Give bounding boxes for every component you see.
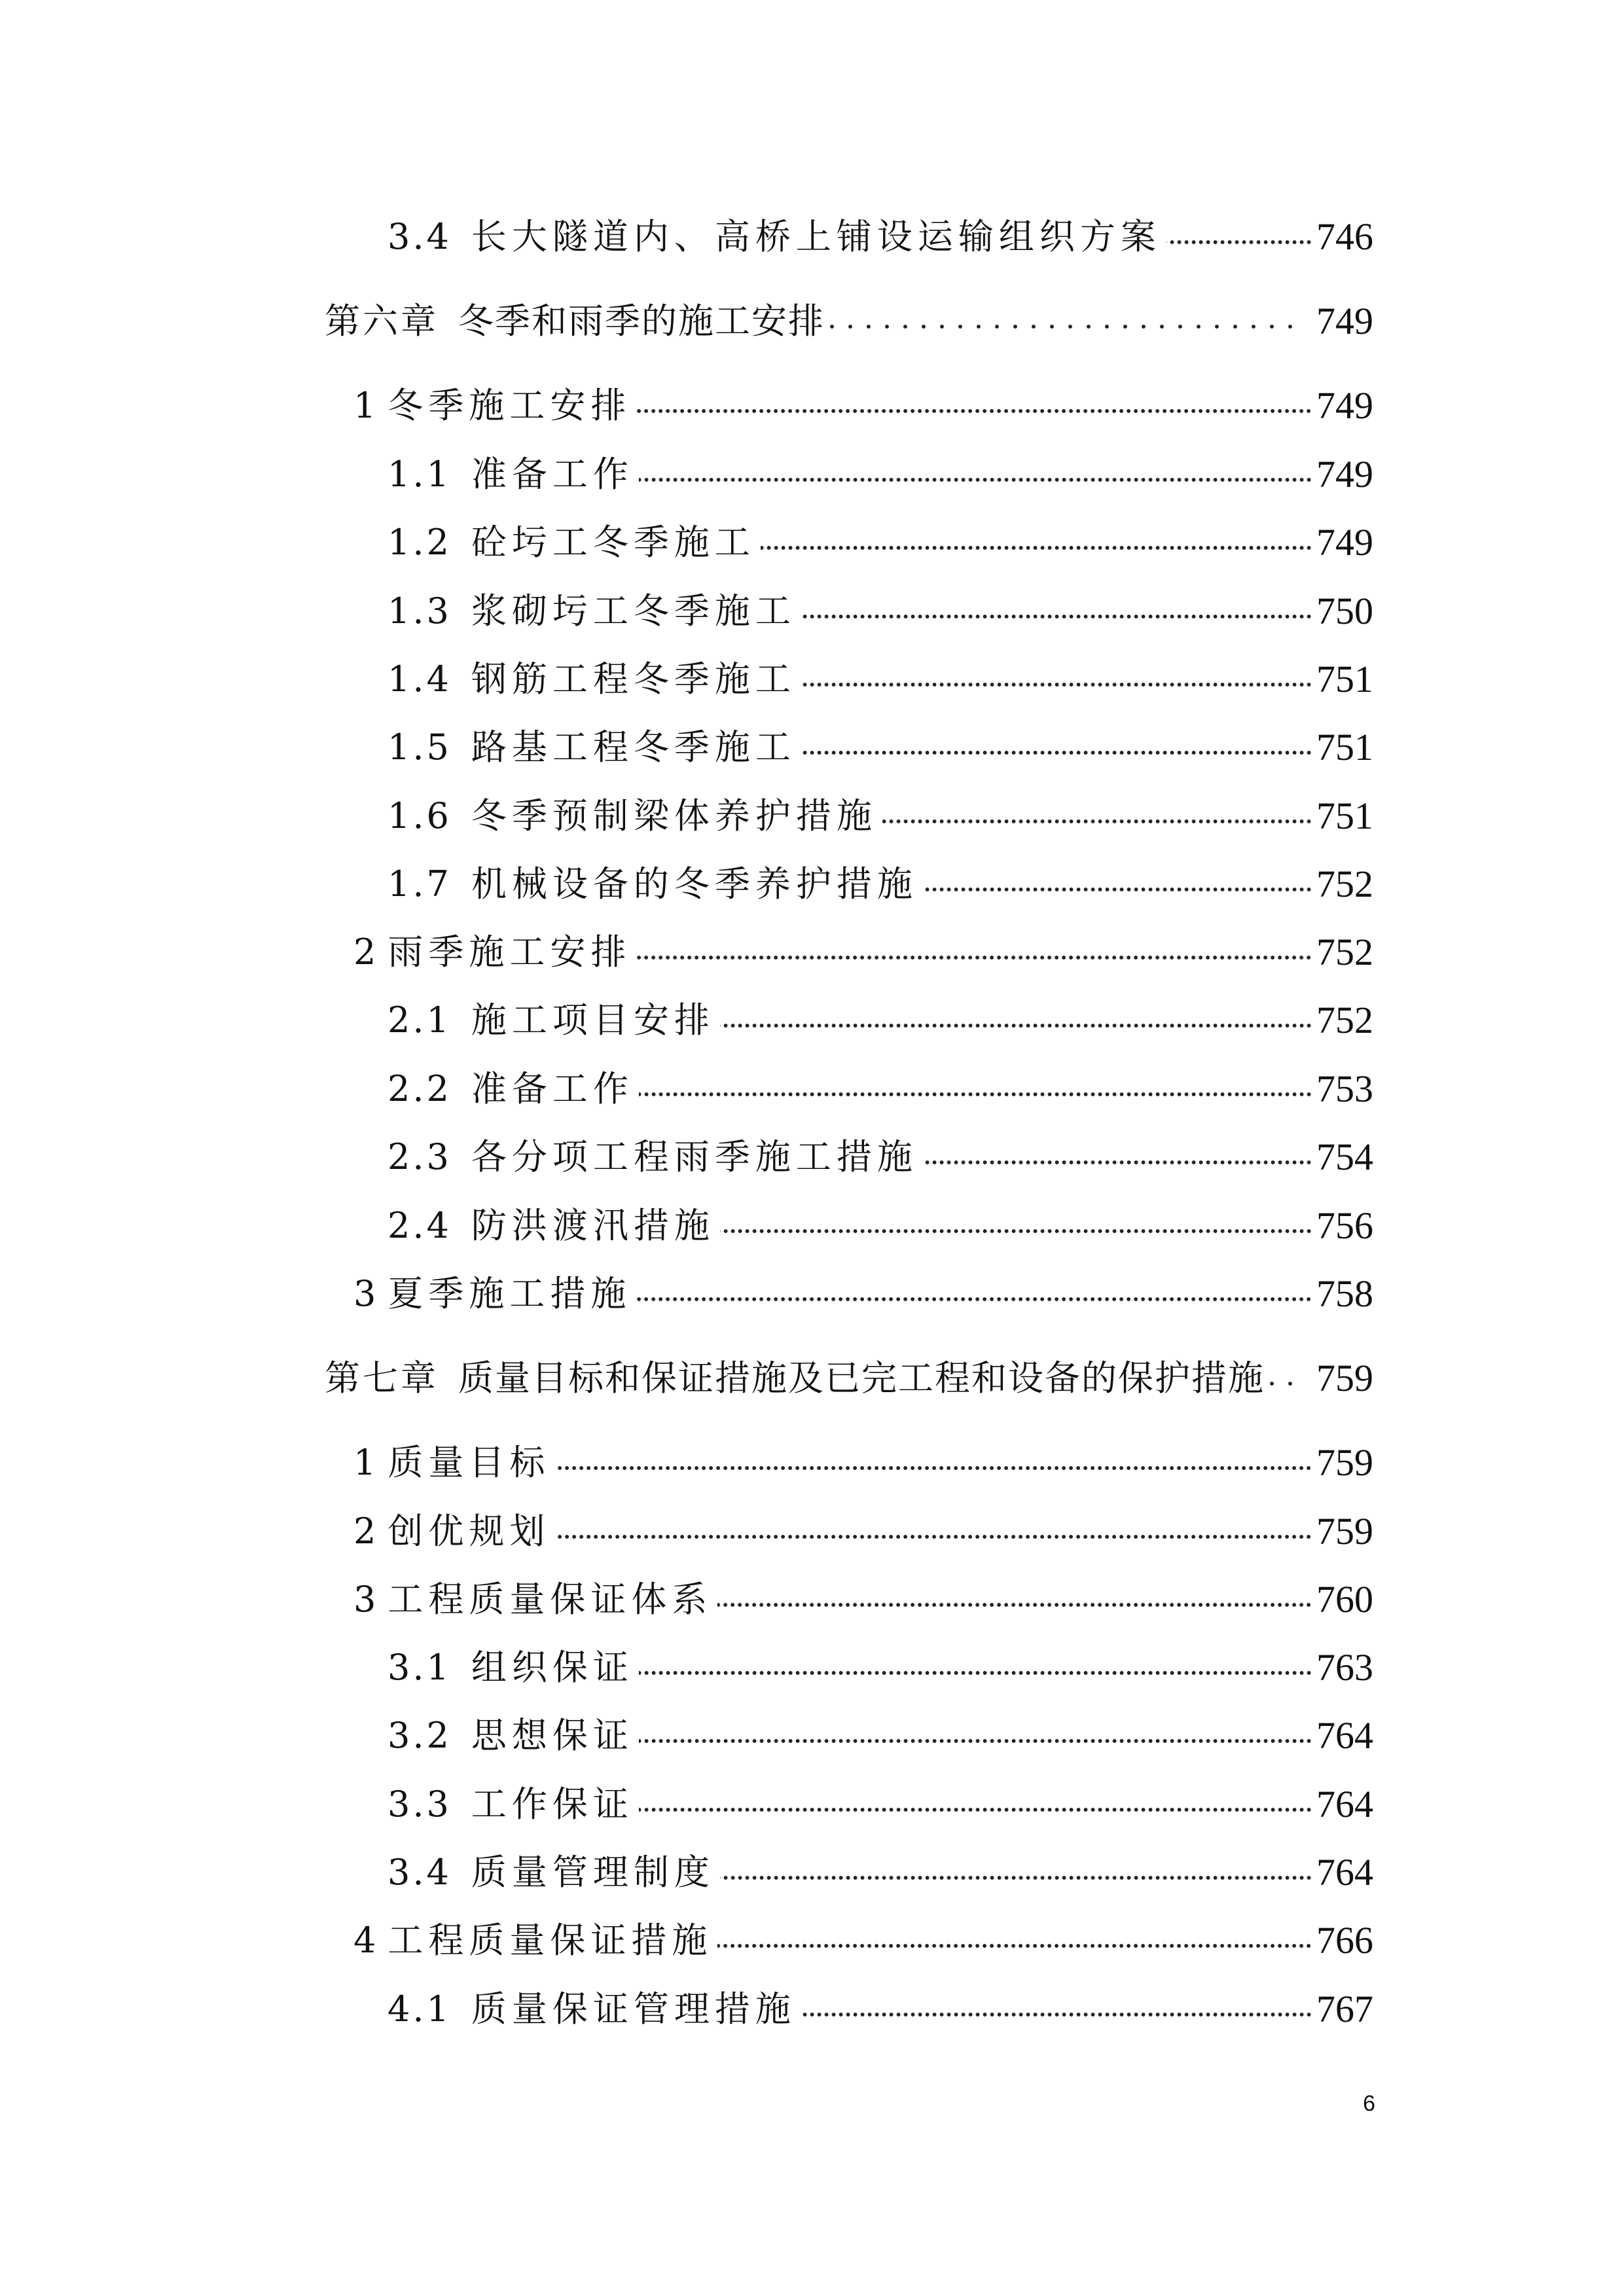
toc-entry [353,926,1373,978]
toc-entry-page: 766 [1316,1919,1373,1962]
toc-entry-title: 冬季预制梁体养护措施 [471,795,877,836]
toc-entry-title: 质量目标 [388,1442,550,1483]
toc-entry [388,721,1373,774]
toc-entry [353,380,1373,432]
toc-entry-number: 3.4 [388,1852,452,1893]
dot-leader [639,1734,1312,1748]
dot-leader [639,473,1312,486]
toc-entry-title: 组织保证 [471,1647,634,1688]
toc-entry-number: 4 [353,1920,379,1961]
toc-entry-number: 3.4 [388,216,452,257]
dot-leader [720,1871,1312,1884]
toc-entry-title: 质量目标和保证措施及已完工程和设备的保护措施 [458,1357,1265,1399]
toc-entry-title: 工程质量保证措施 [388,1920,713,1961]
dot-leader [720,1225,1312,1238]
toc-entry [388,585,1373,637]
toc-entry-number: 1.5 [388,726,452,768]
toc-entry-number: 第七章 [325,1357,439,1399]
toc-entry-number: 1.7 [388,863,452,905]
toc-entry-number: 3.3 [388,1784,452,1825]
toc-entry-page: 753 [1316,1067,1373,1110]
toc-entry [388,1983,1373,2036]
toc-entry-page: 752 [1316,931,1373,973]
toc-entry-title: 钢筋工程冬季施工 [471,658,796,700]
dot-leader [717,1939,1312,1952]
toc-entry [388,1200,1373,1252]
toc-entry-page: 750 [1316,590,1373,632]
toc-entry-page: 751 [1316,795,1373,837]
toc-entry-page: 764 [1316,1783,1373,1825]
toc-entry-page: 758 [1316,1272,1373,1315]
toc-entry-number: 第六章 [325,300,439,342]
toc-entry-page: 756 [1316,1204,1373,1247]
toc-entry-title: 冬季施工安排 [388,385,632,426]
toc-entry-title: 雨季施工安排 [388,931,632,973]
toc-entry-number: 2.4 [388,1205,452,1246]
toc-entry-number: 2.3 [388,1136,452,1177]
toc-entry [388,448,1373,501]
toc-entry [388,858,1373,910]
dot-leader [923,1156,1312,1169]
toc-entry-number: 1.1 [388,454,452,495]
toc-entry-page: 749 [1316,300,1373,342]
dot-leader [636,1293,1312,1306]
toc-entry-title: 路基工程冬季施工 [471,726,796,768]
toc-entry-page: 763 [1316,1646,1373,1689]
toc-entry [353,1573,1373,1626]
page-number: 6 [1363,2091,1375,2116]
toc-entry [388,1063,1373,1115]
dot-leader [639,1088,1312,1101]
toc-entry-page: 759 [1316,1510,1373,1552]
toc-entry-number: 2 [353,1511,379,1552]
toc-entry-number: 3.1 [388,1647,452,1688]
dot-leader [830,320,1299,333]
toc-entry-page: 767 [1316,1988,1373,2030]
toc-entry [388,1778,1373,1831]
toc-entry [353,1437,1373,1489]
toc-entry-number: 3 [353,1579,379,1620]
toc-entry-title: 机械设备的冬季养护措施 [471,863,918,905]
toc-entry [388,994,1373,1047]
dot-leader [639,1803,1312,1816]
toc-entry-number: 1.6 [388,795,452,836]
toc-entry-title: 夏季施工措施 [388,1273,632,1314]
toc-entry [388,516,1373,569]
toc-entry-title: 冬季和雨季的施工安排 [458,300,825,342]
dot-leader [1270,1377,1299,1390]
toc-entry-page: 764 [1316,1851,1373,1893]
toc-entry-title: 砼圬工冬季施工 [471,522,755,563]
toc-entry-title: 长大隧道内、高桥上铺设运输组织方案 [471,216,1161,257]
toc-entry [353,1268,1373,1320]
toc-entry [353,1505,1373,1558]
dot-leader [801,746,1312,759]
toc-entry-page: 759 [1316,1357,1373,1399]
toc-entry [388,1131,1373,1183]
toc-entry-page: 749 [1316,384,1373,427]
toc-chapter-entry [325,295,1373,348]
toc-entry-page: 746 [1316,215,1373,258]
toc-entry-title: 质量保证管理措施 [471,1988,796,2030]
dot-leader [639,1666,1312,1679]
dot-leader [555,1530,1312,1543]
toc-entry-title: 准备工作 [471,454,634,495]
dot-leader [555,1462,1312,1475]
toc-entry-title: 施工项目安排 [471,999,715,1041]
dot-leader [882,815,1312,828]
toc-entry-title: 工程质量保证体系 [388,1579,713,1620]
toc-entry-number: 1.2 [388,522,452,563]
dot-leader [801,2008,1312,2021]
dot-leader [1166,236,1312,249]
toc-entry-title: 思想保证 [471,1715,634,1756]
dot-leader [801,678,1312,691]
toc-entry-page: 759 [1316,1441,1373,1484]
toc-entry-number: 1 [353,385,379,426]
toc-chapter-entry [325,1352,1373,1405]
toc-entry-title: 浆砌圬工冬季施工 [471,590,796,632]
toc-entry [388,1710,1373,1762]
toc-entry-number: 2.2 [388,1068,452,1109]
dot-leader [801,610,1312,623]
toc-entry-number: 3 [353,1273,379,1314]
toc-entry-title: 防洪渡汛措施 [471,1205,715,1246]
toc-entry-page: 749 [1316,521,1373,564]
toc-entry-number: 1.3 [388,590,452,632]
toc-entry-title: 工作保证 [471,1784,634,1825]
toc-entry [388,1846,1373,1899]
toc-entry [353,1914,1373,1967]
dot-leader [717,1598,1312,1611]
toc-entry-page: 752 [1316,863,1373,905]
dot-leader [923,883,1312,896]
toc-entry-number: 4.1 [388,1988,452,2030]
toc-entry-page: 751 [1316,658,1373,700]
toc-entry-page: 764 [1316,1714,1373,1757]
dot-leader [761,541,1312,554]
toc-entry [388,211,1373,263]
toc-entry [388,1641,1373,1694]
toc-entry-number: 1.4 [388,658,452,700]
toc-entry [388,790,1373,842]
toc-entry-page: 749 [1316,453,1373,495]
toc-entry-page: 754 [1316,1136,1373,1178]
toc-entry-title: 质量管理制度 [471,1852,715,1893]
toc-entry-title: 创优规划 [388,1511,550,1552]
dot-leader [636,951,1312,964]
toc-entry-page: 751 [1316,726,1373,768]
toc-entry-title: 各分项工程雨季施工措施 [471,1136,918,1177]
toc-entry-title: 准备工作 [471,1068,634,1109]
toc-entry-number: 1 [353,1442,379,1483]
dot-leader [636,404,1312,418]
toc-entry-page: 760 [1316,1578,1373,1621]
toc-entry-number: 2.1 [388,999,452,1041]
dot-leader [720,1019,1312,1032]
toc-entry-number: 3.2 [388,1715,452,1756]
toc-entry [388,653,1373,706]
toc-entry-page: 752 [1316,999,1373,1041]
toc-entry-number: 2 [353,931,379,973]
